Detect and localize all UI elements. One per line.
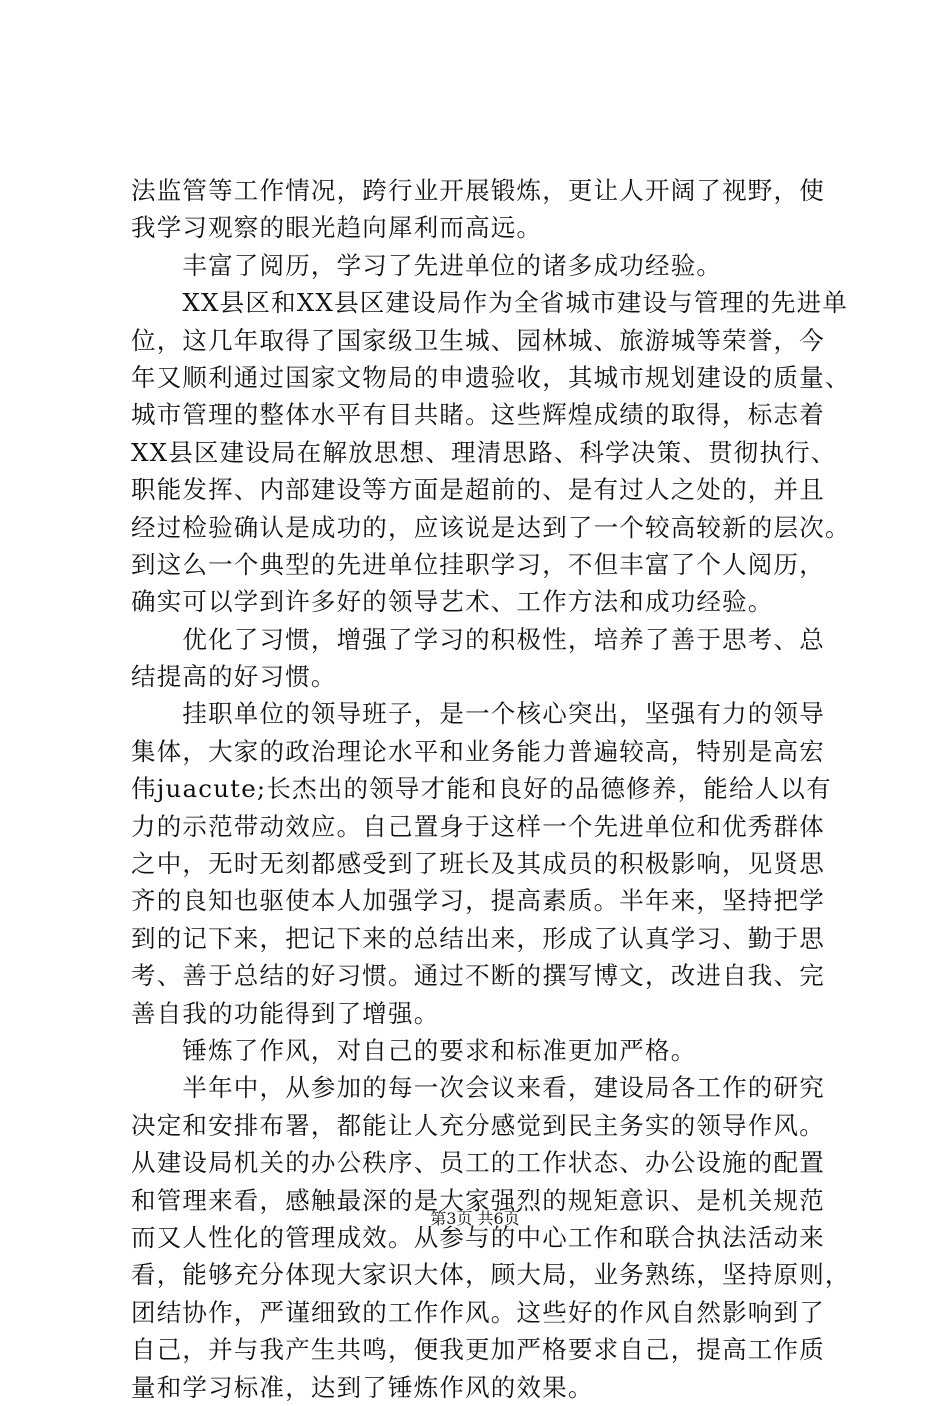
text-line: 自己，并与我产生共鸣，便我更加严格要求自己，提高工作质 [131, 1335, 825, 1365]
text-line: 锤炼了作风，对自己的要求和标准更加严格。 [131, 1035, 697, 1065]
text-line: XX县区和XX县区建设局作为全省城市建设与管理的先进单 [131, 288, 849, 318]
text-line: 伟juacute;长杰出的领导才能和良好的品德修养，能给人以有 [131, 774, 832, 804]
text-line: 齐的良知也驱使本人加强学习，提高素质。半年来，坚持把学 [131, 886, 825, 916]
text-line: 位，这几年取得了国家级卫生城、园林城、旅游城等荣誉，今 [131, 325, 825, 355]
text-line: 善自我的功能得到了增强。 [131, 998, 440, 1028]
text-line: 力的示范带动效应。自己置身于这样一个先进单位和优秀群体 [131, 811, 825, 841]
text-line: 从建设局机关的办公秩序、员工的工作状态、办公设施的配置 [131, 1148, 825, 1178]
text-line: 到的记下来，把记下来的总结出来，形成了认真学习、勤于思 [131, 923, 825, 953]
text-line: XX县区建设局在解放思想、理清思路、科学决策、贯彻执行、 [131, 437, 837, 467]
text-line: 考、善于总结的好习惯。通过不断的撰写博文，改进自我、完 [131, 961, 825, 991]
text-line: 年又顺利通过国家文物局的申遗验收，其城市规划建设的质量、 [131, 362, 851, 392]
text-line: 法监管等工作情况，跨行业开展锻炼，更让人开阔了视野，使 [131, 176, 825, 205]
text-line: 团结协作，严谨细致的工作作风。这些好的作风自然影响到了 [131, 1297, 825, 1327]
text-line: 半年中，从参加的每一次会议来看，建设局各工作的研究 [131, 1073, 825, 1103]
text-line: 城市管理的整体水平有目共睹。这些辉煌成绩的取得，标志着 [131, 400, 825, 430]
text-line: 经过检验确认是成功的，应该说是达到了一个较高较新的层次。 [131, 512, 851, 542]
text-line: 而又人性化的管理成效。从参与的中心工作和联合执法活动来 [131, 1222, 825, 1252]
text-line: 优化了习惯，增强了学习的积极性，培养了善于思考、总 [131, 624, 825, 654]
text-line: 确实可以学到许多好的领导艺术、工作方法和成功经验。 [131, 587, 774, 617]
text-line: 挂职单位的领导班子，是一个核心突出，坚强有力的领导 [131, 699, 825, 729]
page-footer: 第3页 共6页 [430, 1209, 520, 1228]
text-line: 决定和安排布署，都能让人充分感觉到民主务实的领导作风。 [131, 1110, 825, 1140]
text-line: 和管理来看，感触最深的是大家强烈的规矩意识、是机关规范 [131, 1185, 825, 1215]
text-line: 丰富了阅历，学习了先进单位的诸多成功经验。 [131, 250, 723, 280]
text-line: 看，能够充分体现大家识大体，顾大局，业务熟练，坚持原则， [131, 1260, 851, 1290]
text-line: 结提高的好习惯。 [131, 662, 337, 692]
text-line: 到这么一个典型的先进单位挂职学习，不但丰富了个人阅历， [131, 549, 825, 579]
text-line: 职能发挥、内部建设等方面是超前的、是有过人之处的，并且 [131, 475, 825, 505]
text-line: 之中，无时无刻都感受到了班长及其成员的积极影响，见贤思 [131, 849, 825, 879]
text-line: 量和学习标准，达到了锤炼作风的效果。 [131, 1372, 594, 1402]
text-line: 我学习观察的眼光趋向犀利而高远。 [131, 213, 543, 243]
text-line: 集体，大家的政治理论水平和业务能力普遍较高，特别是高宏 [131, 736, 825, 766]
